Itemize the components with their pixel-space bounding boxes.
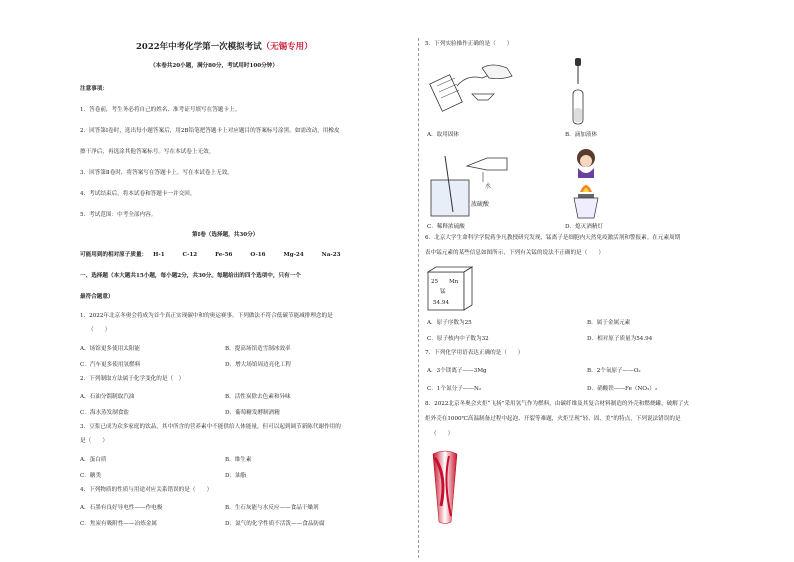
q5-option-b[interactable]: B．滴加液体 [565,132,598,138]
instructions-line-2: 最符合题意） [80,294,114,300]
element-name: 锰 [440,289,446,295]
q7-option-d[interactable]: D．硝酸铁——Fe（NO₃）₂ [587,386,658,392]
note-2-cont: 擦干净后，再选涂其他答案标号。写在本试卷上无效。 [80,149,215,155]
element-number: 25 [431,279,439,285]
q6-option-b[interactable]: B．属于金属元素 [587,320,631,326]
solid-sampling-figure [427,56,527,126]
note-2: 2．回答第Ⅰ卷时，选出每小题答案后，用2B铅笔把答题卡上对应题目的答案标号涂黑。如需改动，用橡皮 [80,128,340,134]
q8-stem: 8．2022北京冬奥会火炬“飞扬”采用氢气作为燃料，由碳纤维及其复合材料制造的外壳和燃烧罐，破解了火 [425,401,690,407]
column-divider [418,38,419,558]
element-symbol: Mn [449,279,459,285]
q4-option-b[interactable]: B．生石灰能与水反应——食品干燥剂 [225,505,319,511]
q2-option-a[interactable]: A．石油分馏制取汽油 [80,394,135,400]
notes-heading: 注意事项： [80,86,108,92]
q5-option-d[interactable]: D．熄灭酒精灯 [565,224,604,230]
q1-option-c[interactable]: C．汽车更多使用氢燃料 [80,362,141,368]
q5-stem: 5．下列实验操作正确的是（ ） [425,41,513,47]
q7-option-c[interactable]: C．1个氮分子——N₂ [427,386,482,392]
dilute-acid-figure [427,150,527,220]
atomic-masses: 可能用到的相对原子质量： H-1 C-12 Fe-56 O-16 Mg-24 Na-23 [80,252,341,258]
acid-label: 浓硫酸 [471,201,490,208]
q2-stem: 2．下列制取方法属于化学变化的是（ ） [80,376,185,382]
note-4: 4．考试结束后，将本试卷和答题卡一并交回。 [80,191,196,197]
q3-option-c[interactable]: C．糖类 [80,473,102,479]
q6-option-d[interactable]: D．相对原子质量为54.94 [587,336,653,342]
section-heading: 第Ⅰ卷（选择题，共30分） [192,232,259,238]
instructions-line-1: 一、选择题（本大题共15小题，每小题2分，共30分。每题给出的四个选项中，只有一个 [80,273,301,279]
q1-option-d[interactable]: D．增大场馆周边亮化工程 [225,362,292,368]
q7-option-a[interactable]: A．3个镁离子——3Mg [427,368,487,374]
q3-option-d[interactable]: D．油脂 [225,473,247,479]
q2-option-d[interactable]: D．葡萄糖发酵制酒精 [225,410,280,416]
q4-option-c[interactable]: C．焦炭有吸附性——冶炼金属 [80,521,157,527]
title-tag: （无锡专用） [261,42,313,52]
q5-option-c[interactable]: C．稀释浓硫酸 [427,224,465,230]
q6-stem-cont: 表中锰元素的某些信息如图所示，下列有关锰的说法不正确的是（ ） [425,250,605,256]
q2-option-b[interactable]: B．活性炭除去色素和异味 [225,394,291,400]
q6-option-a[interactable]: A．原子序数为25 [427,320,472,326]
element-mass: 54.94 [433,300,450,306]
q4-option-a[interactable]: A．石墨有良好导电性——作电极 [80,505,163,511]
q1-option-a[interactable]: A．场馆更多使用太阳能 [80,346,140,352]
note-3: 3．回答第Ⅱ卷时，将答案写在答题卡上。写在本试卷上无效。 [80,170,233,176]
q3-stem: 3．豆浆已成为众多家庭的饮品，其中所含的营养素中不能供给人体能量，但可以起到调节新陈代谢作用的 [80,424,341,430]
q7-stem: 7．下列化学用语表达正确的是（ ） [425,350,524,356]
q3-stem-cont: 是（ ） [80,438,108,444]
page-title [136,44,313,51]
q4-option-d[interactable]: D．氮气的化学性质不活泼——食品防腐 [225,521,325,527]
q1-stem: 1．2022年北京冬奥会将成为首个真正实现碳中和的奥运赛事。下列做法不符合低碳节能减排理念的是 [80,313,333,319]
q8-stem-cont: 炬外壳在1000℃高温制备过程中起泡、开裂等难题，火炬呈现“轻、固、美”的特点，下列说法错误的是 [425,416,681,422]
title-main: 2022年中考化学第一次模拟考试 [136,42,262,52]
note-5: 5．考试范围：中考全部内容。 [80,212,157,218]
q5-option-a[interactable]: A．取用固体 [427,132,460,138]
q6-option-c[interactable]: C．原子核内中子数为32 [427,336,489,342]
q3-option-a[interactable]: A．蛋白质 [80,457,107,463]
q2-option-c[interactable]: C．海水蒸发制食盐 [80,410,130,416]
subtitle: （本卷共20小题，满分80分，考试用时100分钟） [150,63,278,69]
q6-stem: 6．北京大学生命科学学院蒋争凡教授研究发现，锰离子是细胞内天然免疫激活剂和警报素。在元素周期 [425,235,681,241]
olympic-torch-figure [427,446,463,526]
q1-stem-cont: （ ） [88,327,111,333]
q1-option-b[interactable]: B．提高场馆造雪制冰效率 [225,346,291,352]
water-label: 水 [485,183,492,190]
q4-stem: 4．下列物质的性质与用途对应关系错误的是（ ） [80,487,213,493]
q3-option-b[interactable]: B．维生素 [225,457,252,463]
dropping-liquid-figure [565,56,595,128]
q7-option-b[interactable]: B．2个氧原子——O₂ [587,368,641,374]
note-1: 1．答卷前，考生务必将自己的姓名、准考证号填写在答题卡上。 [80,107,241,113]
extinguish-lamp-figure [560,146,610,222]
q8-stem-cont-2: （ ） [431,431,454,437]
